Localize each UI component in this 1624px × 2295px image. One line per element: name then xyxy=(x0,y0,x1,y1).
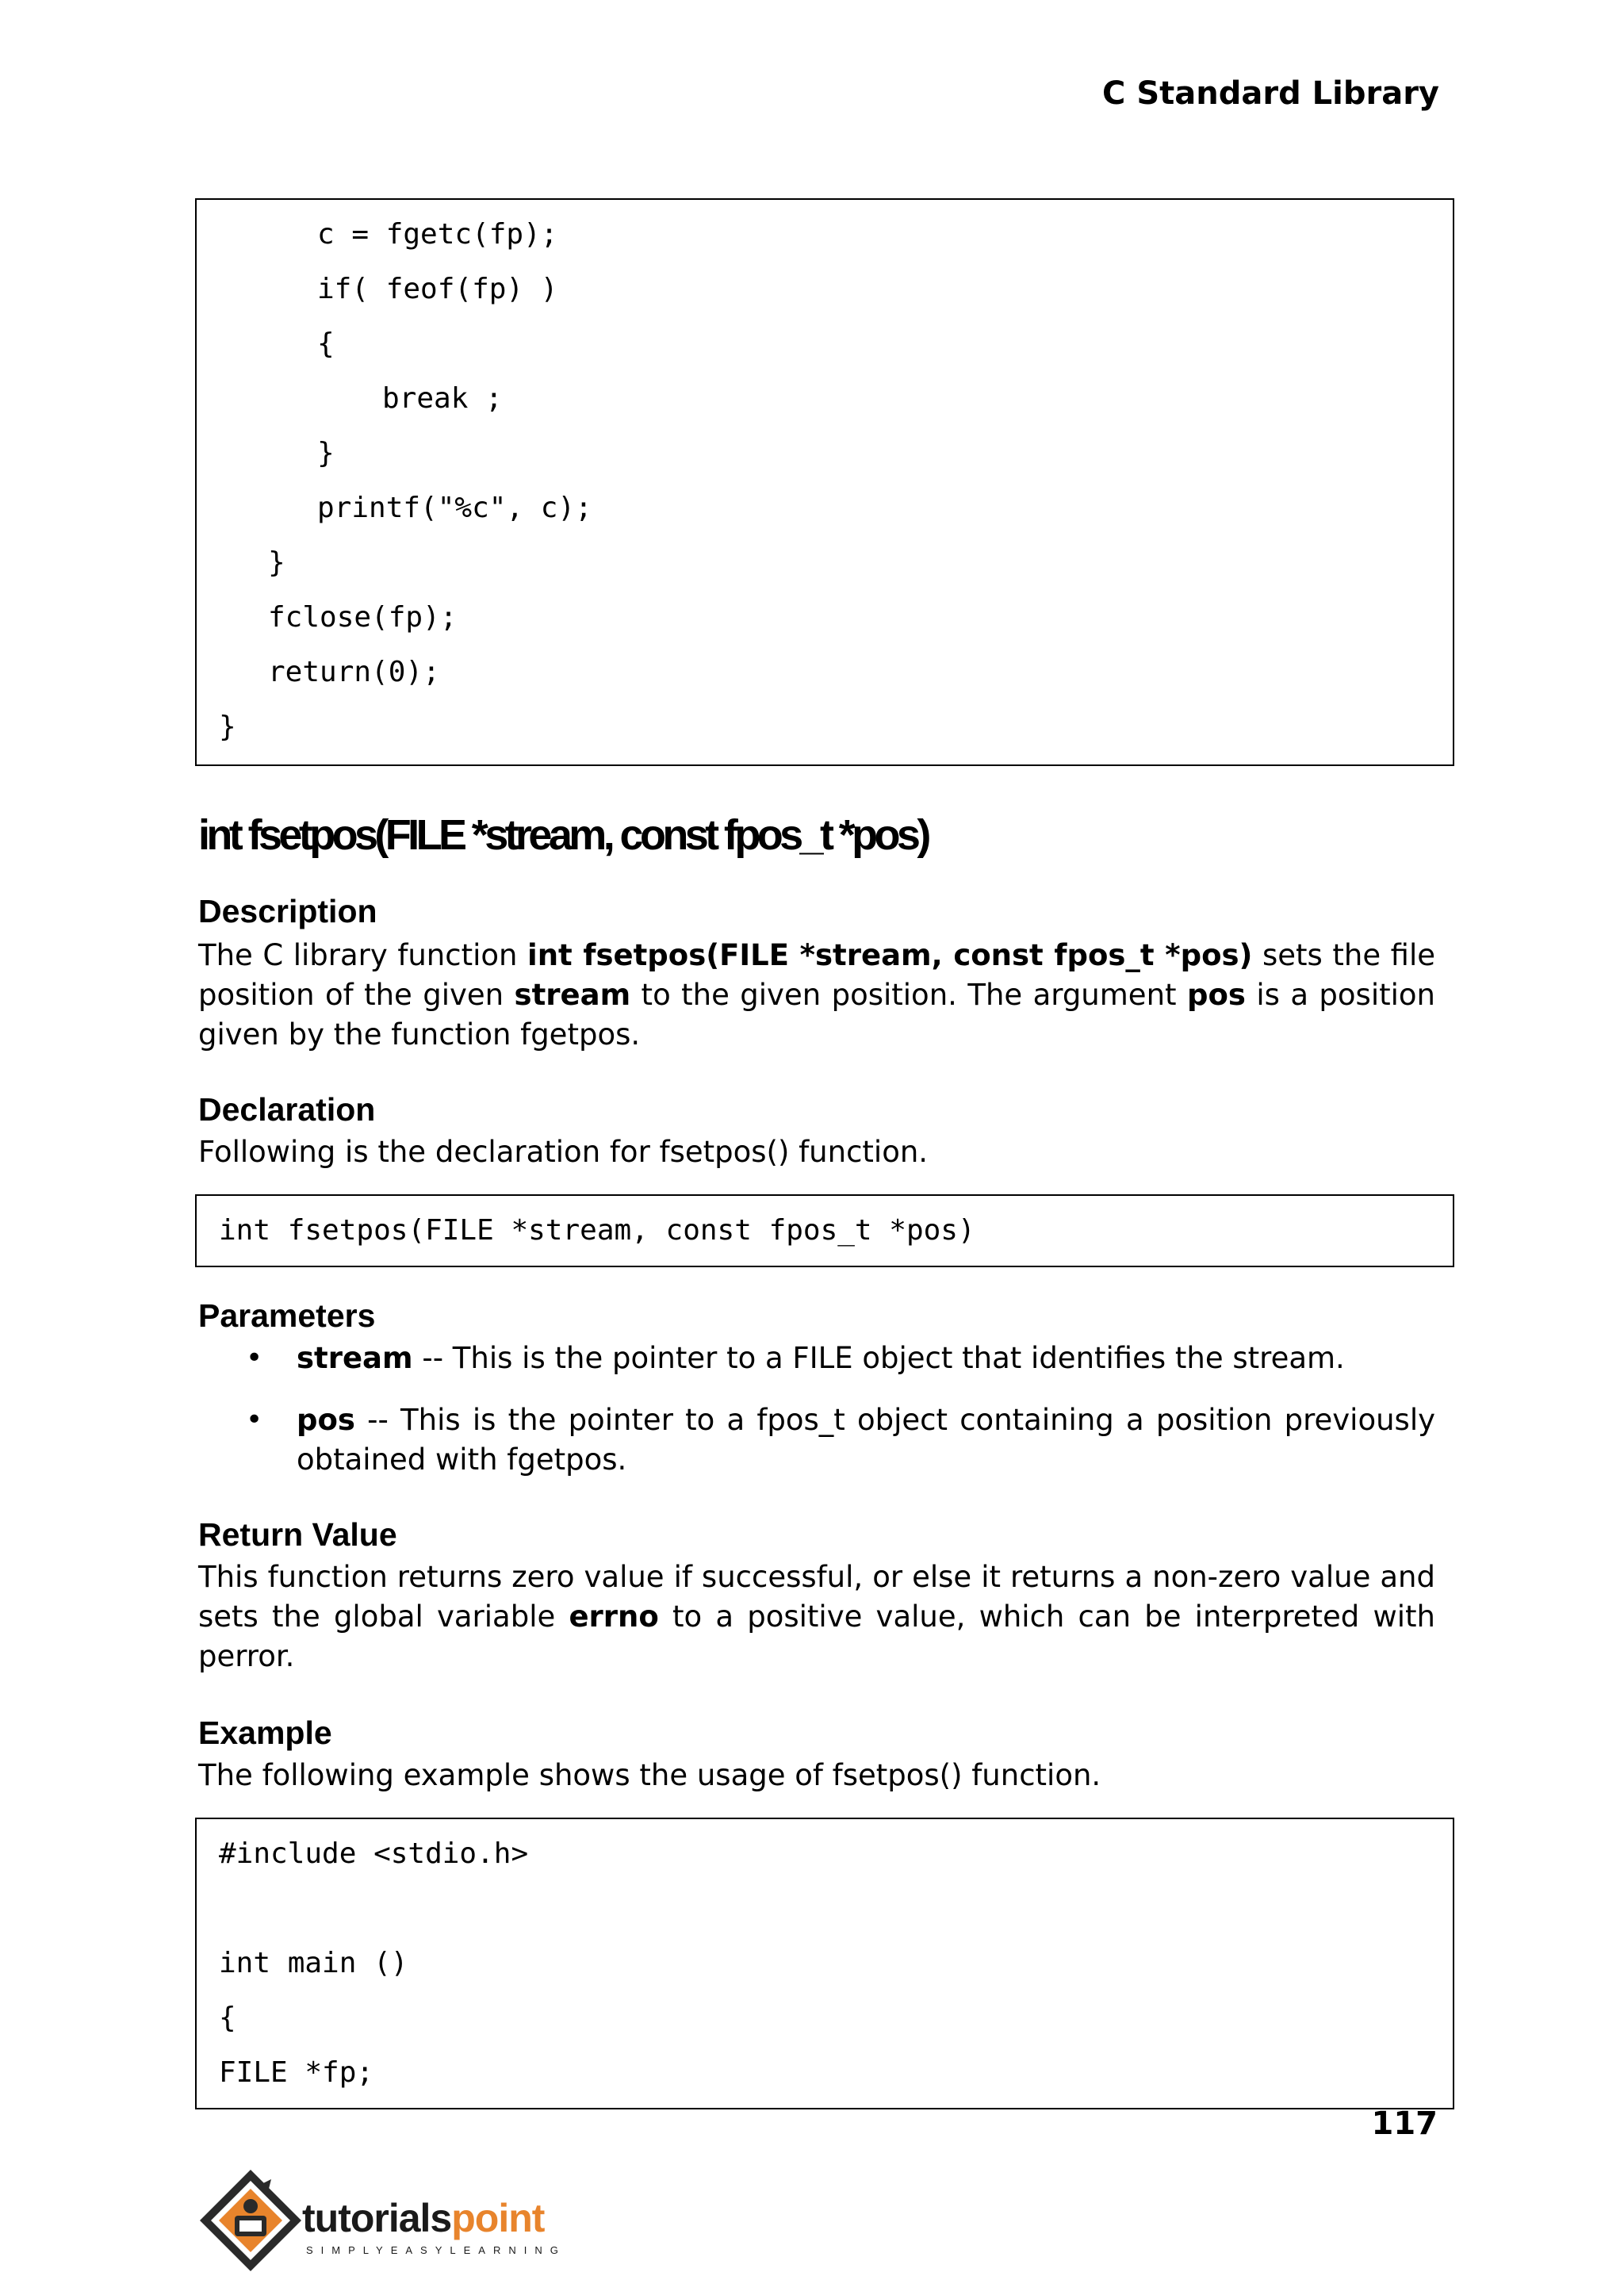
tutorialspoint-logo xyxy=(195,2165,607,2276)
bullet-icon: • xyxy=(246,1404,263,1436)
return-value-heading: Return Value xyxy=(198,1516,397,1553)
page-number: 117 xyxy=(1371,2105,1438,2142)
logo-emblem-icon xyxy=(195,2165,306,2276)
parameters-heading: Parameters xyxy=(198,1297,376,1334)
code-line: { xyxy=(219,2002,236,2034)
example-code-block xyxy=(195,1818,1454,2109)
return-value-paragraph: This function returns zero value if successful, or else it returns a non-zero value and sets the global variable errno to a positive value, which can be interpreted with perror. xyxy=(198,1560,1435,1673)
example-heading: Example xyxy=(198,1715,332,1751)
parameter-item-stream: stream -- This is the pointer to a FILE object that identifies the stream. xyxy=(297,1341,1345,1375)
code-line: if( feof(fp) ) xyxy=(317,273,558,305)
code-line: printf("%c", c); xyxy=(317,492,592,524)
function-title: int fsetpos(FILE *stream, const fpos_t *pos) xyxy=(198,811,928,859)
code-line: fclose(fp); xyxy=(268,601,458,634)
description-paragraph: The C library function int fsetpos(FILE *stream, const fpos_t *pos) sets the file position of the given stream to the given position. The argument pos is a position given by the function fgetpos. xyxy=(198,938,1435,1052)
code-line: } xyxy=(268,546,285,579)
code-line: break ; xyxy=(382,382,503,415)
code-line: int fsetpos(FILE *stream, const fpos_t *pos) xyxy=(219,1214,975,1247)
declaration-heading: Declaration xyxy=(198,1091,376,1128)
code-line: c = fgetc(fp); xyxy=(317,218,558,251)
code-line: int main () xyxy=(219,1947,408,1979)
example-text: The following example shows the usage of fsetpos() function. xyxy=(198,1758,1101,1792)
parameter-item-pos: pos -- This is the pointer to a fpos_t object containing a position previously obtained with fgetpos. xyxy=(297,1403,1435,1477)
logo-tagline: SIMPLYEASYLEARNING xyxy=(306,2244,566,2256)
code-line: return(0); xyxy=(268,656,440,688)
code-line: #include <stdio.h> xyxy=(219,1837,529,1870)
code-line: } xyxy=(317,437,335,469)
declaration-code-block xyxy=(195,1194,1454,1267)
page-header-title: C Standard Library xyxy=(1102,75,1439,112)
bullet-icon: • xyxy=(246,1342,263,1374)
code-line: } xyxy=(219,711,236,743)
code-line: FILE *fp; xyxy=(219,2056,374,2089)
description-heading: Description xyxy=(198,893,377,929)
logo-wordmark: tutorialspoint xyxy=(302,2196,545,2240)
code-block-continuation xyxy=(195,198,1454,766)
declaration-text: Following is the declaration for fsetpos() function. xyxy=(198,1135,929,1169)
code-line: { xyxy=(317,328,335,360)
